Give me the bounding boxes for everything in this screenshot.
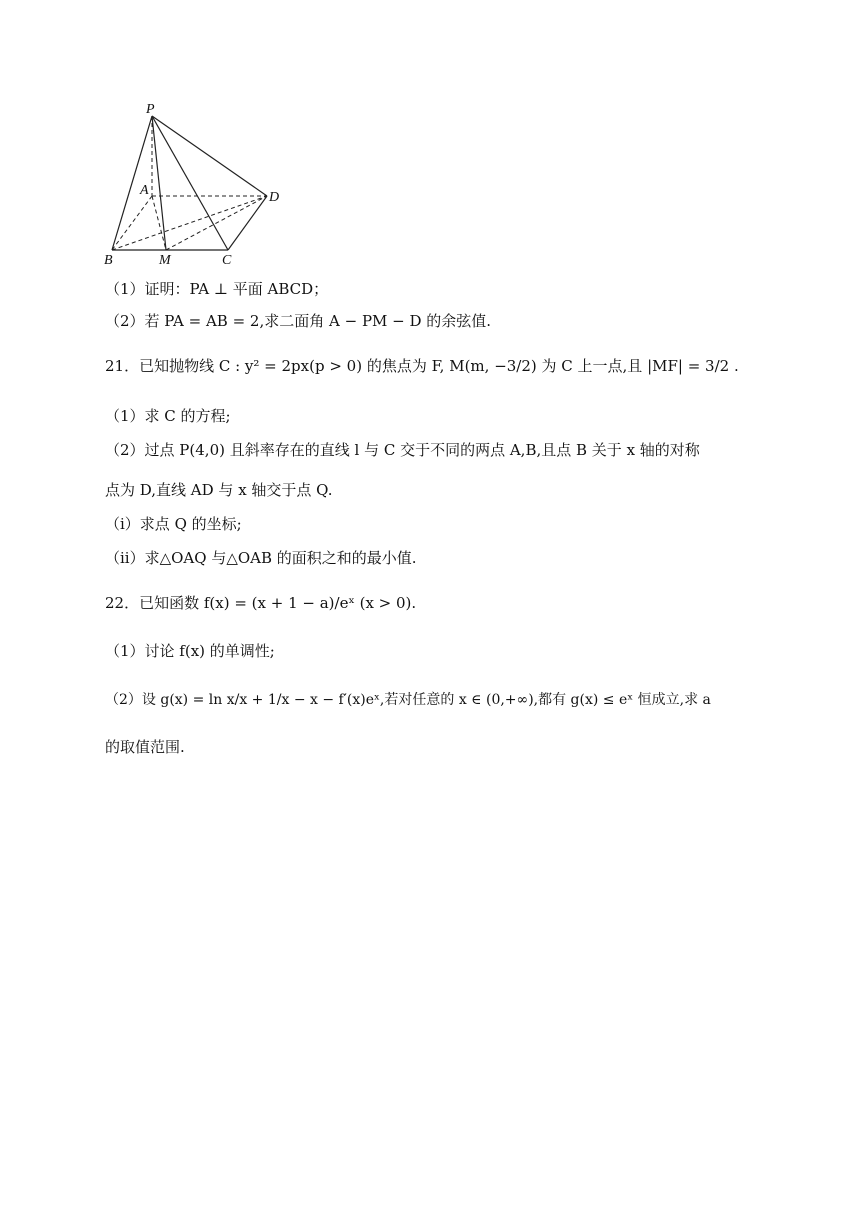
edge-BD xyxy=(112,196,267,250)
q22-part2-line2: 的取值范围. xyxy=(105,738,185,756)
q21-part2-line2: 点为 D,直线 AD 与 x 轴交于点 Q. xyxy=(105,481,333,499)
q22-part1: （1）讨论 f(x) 的单调性; xyxy=(105,642,275,660)
q22-stem: 22．已知函数 f(x) = (x + 1 − a)/eˣ (x > 0). xyxy=(105,594,417,612)
edge-AB xyxy=(112,196,152,250)
edge-MD xyxy=(166,196,267,250)
label-B: B xyxy=(104,253,113,268)
label-A: A xyxy=(140,183,149,198)
label-M: M xyxy=(159,253,171,268)
q21-sub-i: （i）求点 Q 的坐标; xyxy=(105,515,242,533)
q21-sub-ii: （ii）求△OAQ 与△OAB 的面积之和的最小值. xyxy=(105,549,417,567)
label-P: P xyxy=(146,102,155,117)
q20-part1: （1）证明：PA ⊥ 平面 ABCD； xyxy=(105,280,329,298)
q20-part2: （2）若 PA = AB = 2,求二面角 A − PM − D 的余弦值. xyxy=(105,312,492,330)
edge-PD xyxy=(152,116,267,196)
edge-AM xyxy=(152,196,166,250)
q22-part2-line1: （2）设 g(x) = ln x/x + 1/x − x − f′(x)eˣ,若对任意的 x ∈ (0,+∞),都有 g(x) ≤ eˣ 恒成立,求 a xyxy=(105,692,711,708)
label-C: C xyxy=(222,253,232,268)
pyramid-figure xyxy=(100,98,290,268)
q21-part2-line1: （2）过点 P(4,0) 且斜率存在的直线 l 与 C 交于不同的两点 A,B,且点 B 关于 x 轴的对称 xyxy=(105,441,700,459)
label-D: D xyxy=(269,190,280,205)
q21-part1: （1）求 C 的方程; xyxy=(105,407,231,425)
q21-stem: 21．已知抛物线 C : y² = 2px(p > 0) 的焦点为 F, M(m, −3/2) 为 C 上一点,且 |MF| = 3/2 . xyxy=(105,357,739,375)
edge-CD xyxy=(228,196,267,250)
